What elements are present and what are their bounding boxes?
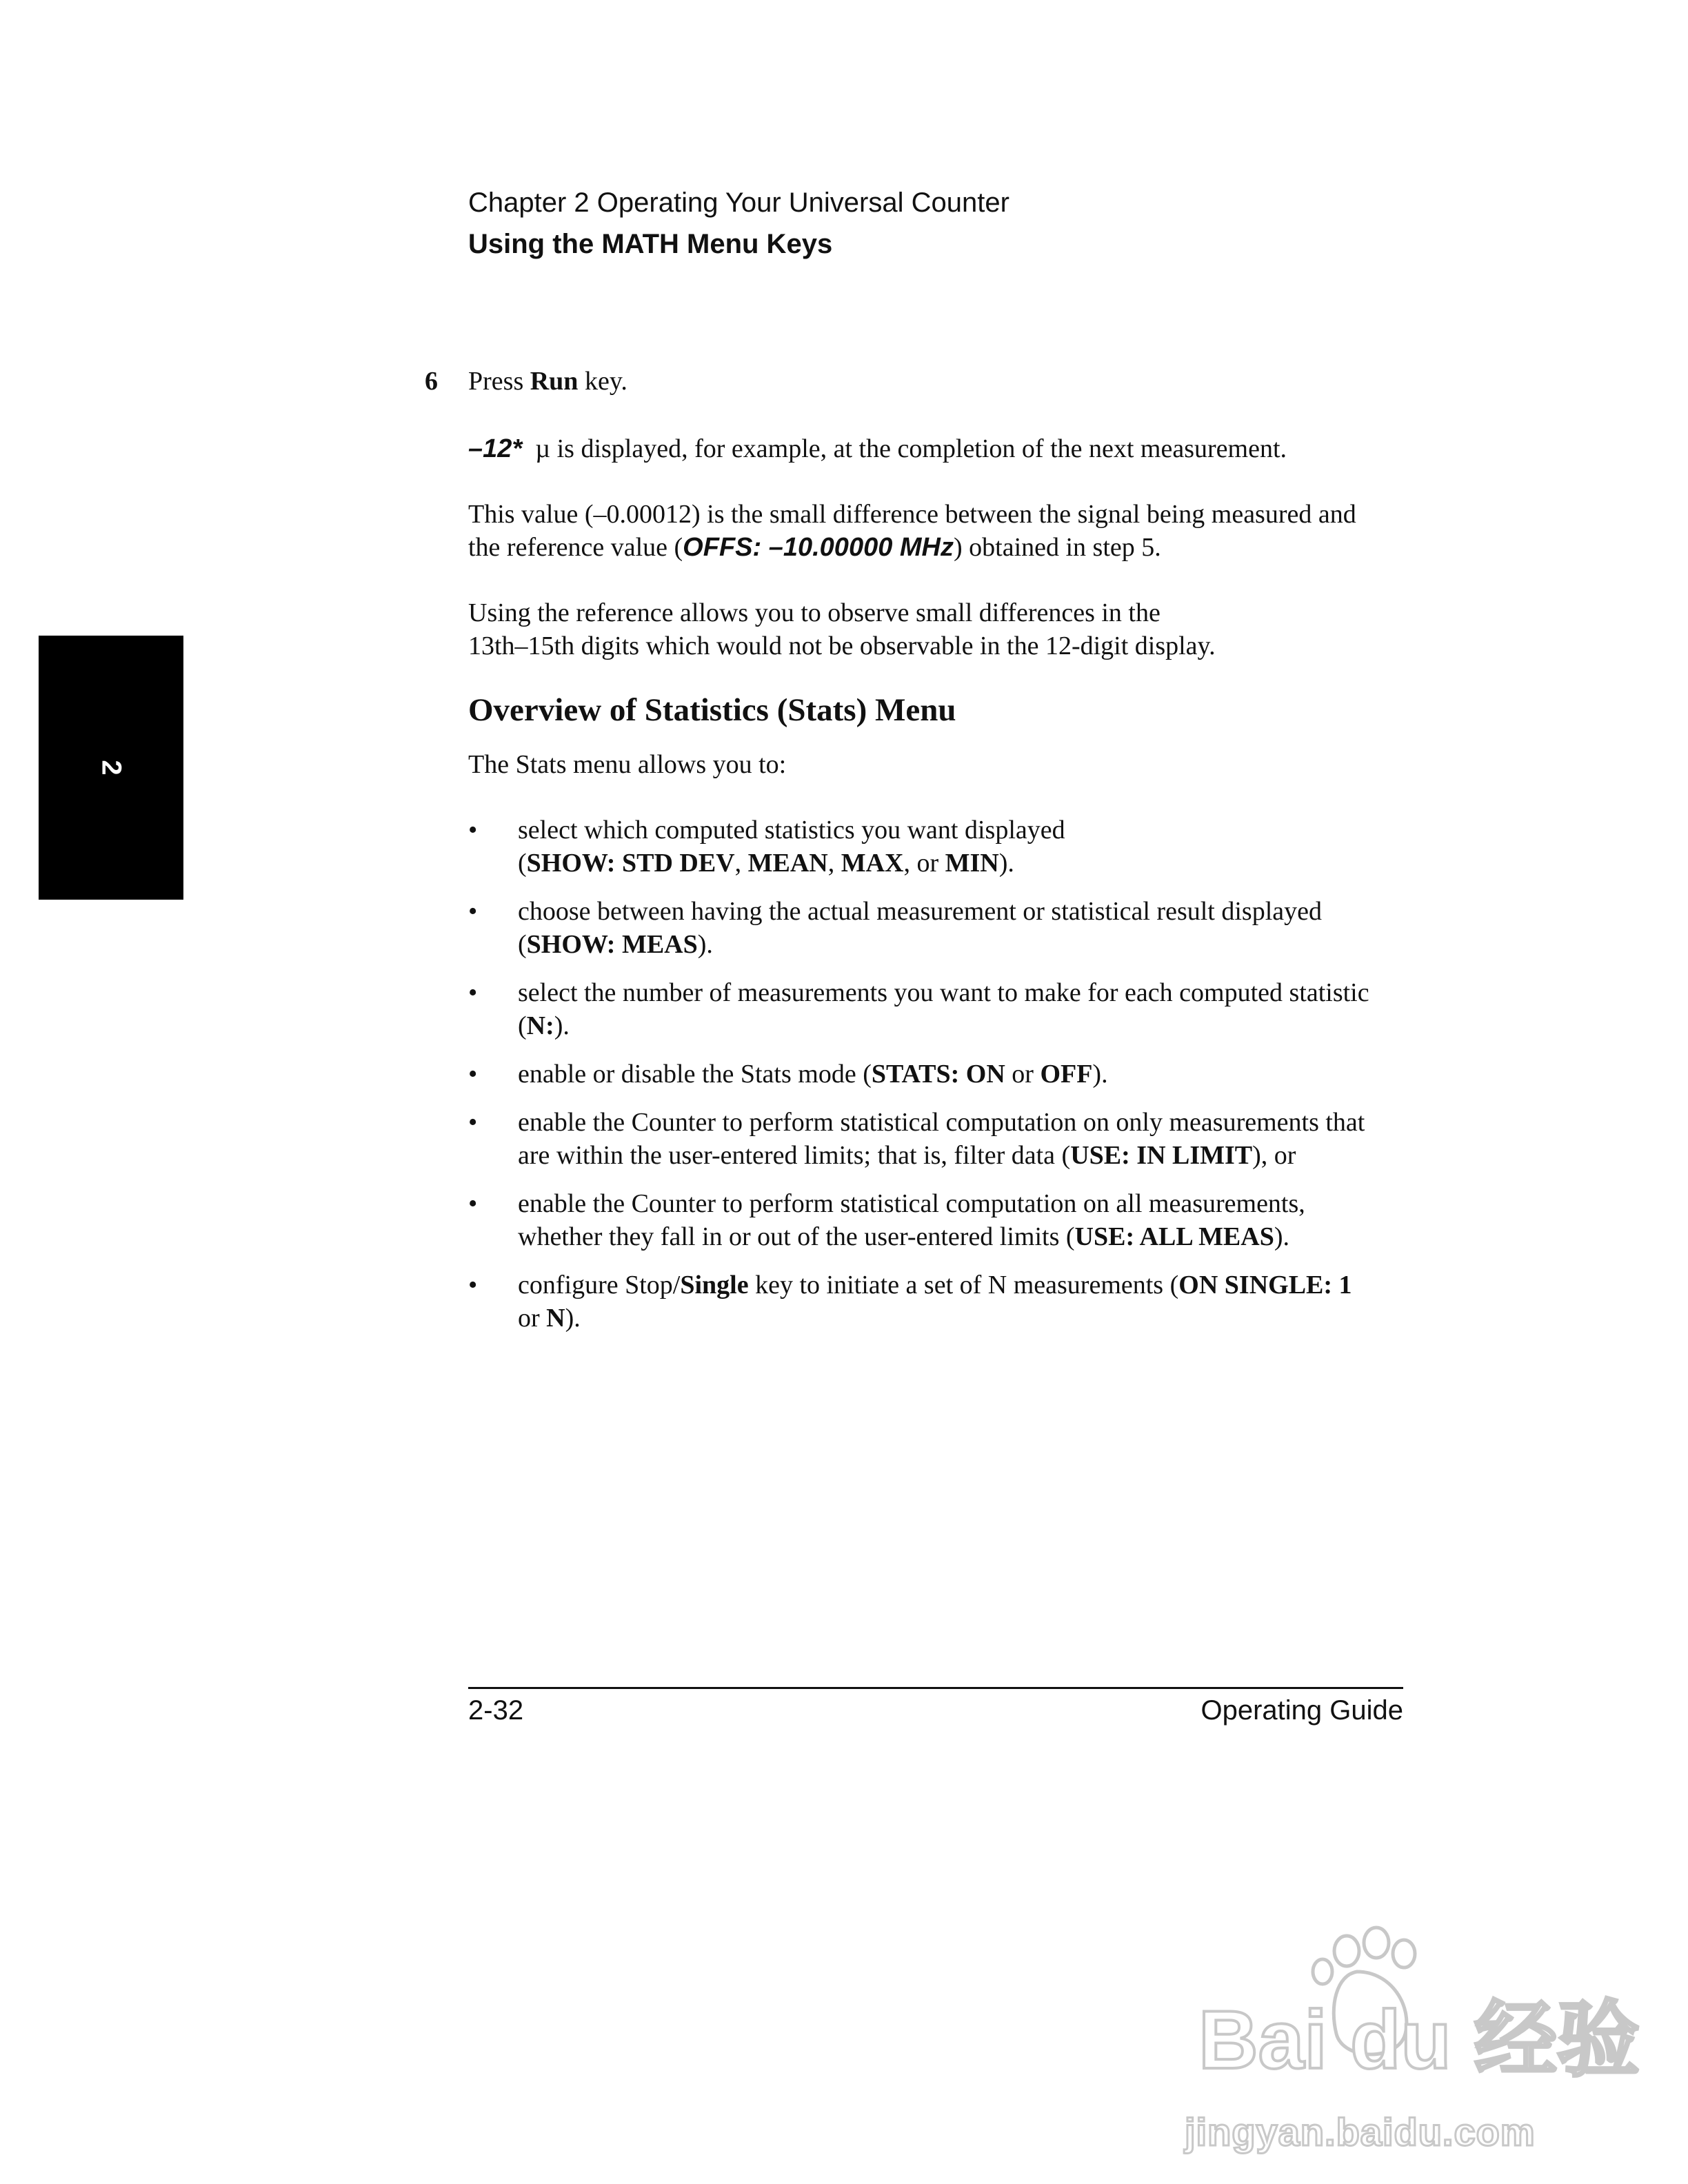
text-run: or	[518, 1304, 547, 1333]
menu-option-label: USE: ALL MEAS	[1074, 1222, 1274, 1251]
run-key-label: Run	[530, 367, 579, 396]
bullet-marker: •	[468, 1189, 478, 1218]
menu-option-label: ON SINGLE: 1	[1178, 1271, 1352, 1300]
reference-line-1: Using the reference allows you to observe small differences in the	[468, 598, 1160, 627]
text-run: , or	[903, 849, 945, 878]
menu-option-label: USE: IN LIMIT	[1070, 1141, 1253, 1170]
text-run: ).	[1092, 1060, 1108, 1089]
value-line-2-pre: the reference value (	[468, 533, 683, 562]
step-text-pre: Press	[468, 367, 530, 396]
stats-intro-text: The Stats menu allows you to:	[468, 750, 787, 779]
bullet-marker: •	[468, 978, 478, 1007]
list-item-line: choose between having the actual measurement or statistical result displayed	[518, 897, 1322, 926]
value-line-2-post: ) obtained in step 5.	[954, 533, 1161, 562]
footer-rule	[468, 1687, 1403, 1689]
text-run: ).	[554, 1011, 570, 1040]
list-item-stats-mode	[468, 1058, 1420, 1091]
list-item-stop-single	[468, 1268, 1420, 1335]
text-run: (	[518, 849, 527, 878]
menu-option-label: N:	[526, 1011, 554, 1040]
display-example-text: is displayed, for example, at the completion of the next measurement.	[550, 434, 1287, 463]
text-run: ,	[827, 849, 841, 878]
guide-name: Operating Guide	[1200, 1695, 1403, 1726]
step-text-post: key.	[578, 367, 627, 396]
value-paragraph	[468, 498, 1420, 564]
bullet-marker: •	[468, 897, 478, 926]
list-item-line: enable the Counter to perform statistical computation on all measurements,	[518, 1189, 1305, 1218]
chapter-tab-number	[39, 636, 183, 900]
text-run: configure Stop/	[518, 1271, 681, 1300]
list-item-line: enable the Counter to perform statistical computation on only measurements that	[518, 1108, 1365, 1137]
reference-line-2: 13th–15th digits which would not be observable in the 12-digit display.	[468, 631, 1216, 660]
text-run: (	[518, 930, 527, 959]
section-title: Using the MATH Menu Keys	[468, 229, 833, 259]
svg-text:Bai du 经验: Bai du 经验	[1198, 1994, 1640, 2086]
chapter-tab-number-text: 2	[96, 760, 127, 776]
menu-option-label: SHOW: MEAS	[526, 930, 698, 959]
menu-option-label: MAX	[841, 849, 904, 878]
text-run: whether they fall in or out of the user-entered limits (	[518, 1222, 1075, 1251]
text-run: ), or	[1252, 1141, 1296, 1170]
menu-option-label: MIN	[945, 849, 999, 878]
stats-capabilities-list	[468, 813, 1420, 1350]
step-text	[468, 366, 627, 396]
stats-intro	[468, 748, 1420, 781]
chapter-thumb-tab	[39, 636, 183, 900]
display-readout: –12*	[468, 434, 523, 463]
text-run: ).	[1274, 1222, 1290, 1251]
chapter-title: Chapter 2 Operating Your Universal Counter	[468, 188, 1009, 218]
page-number: 2-32	[468, 1695, 524, 1726]
baidu-watermark-url: jingyan.baidu.com	[1185, 2110, 1536, 2154]
step-number: 6	[425, 367, 438, 396]
baidu-watermark-logo	[1185, 1923, 1640, 2103]
list-item-line: select which computed statistics you want displayed	[518, 816, 1065, 845]
text-run: ).	[565, 1304, 581, 1333]
reference-paragraph	[468, 596, 1420, 663]
offset-display-readout: OFFS: –10.00000 MHz	[683, 533, 954, 562]
bullet-marker: •	[468, 816, 478, 845]
display-unit: µ	[535, 434, 551, 463]
menu-option-label: N	[546, 1304, 565, 1333]
list-item-line: select the number of measurements you want to make for each computed statistic	[518, 978, 1369, 1007]
menu-option-label: STATS: ON	[871, 1060, 1005, 1089]
text-run: ).	[998, 849, 1014, 878]
text-run: key to initiate a set of N measurements (	[748, 1271, 1179, 1300]
text-run: ,	[734, 849, 748, 878]
key-label: Single	[680, 1271, 749, 1300]
bullet-marker: •	[468, 1271, 478, 1300]
menu-option-label: SHOW: STD DEV	[526, 849, 735, 878]
stats-overview-heading: Overview of Statistics (Stats) Menu	[468, 692, 956, 728]
text-run: ).	[697, 930, 713, 959]
menu-option-label: MEAN	[747, 849, 828, 878]
list-item-use-all-meas	[468, 1187, 1420, 1253]
value-line-1: This value (–0.00012) is the small difference between the signal being measured and	[468, 500, 1356, 529]
list-item-use-in-limit	[468, 1106, 1420, 1172]
list-item-number-of-measurements	[468, 976, 1420, 1042]
bullet-marker: •	[468, 1060, 478, 1089]
bullet-marker: •	[468, 1108, 478, 1137]
text-run: are within the user-entered limits; that is, filter data (	[518, 1141, 1071, 1170]
text-run: (	[518, 1011, 527, 1040]
text-run: enable or disable the Stats mode (	[518, 1060, 872, 1089]
display-example-paragraph	[468, 432, 1420, 465]
text-run: or	[1005, 1060, 1041, 1089]
menu-option-label: OFF	[1040, 1060, 1093, 1089]
list-item-show-measurement	[468, 895, 1420, 961]
list-item-show-statistic	[468, 813, 1420, 880]
